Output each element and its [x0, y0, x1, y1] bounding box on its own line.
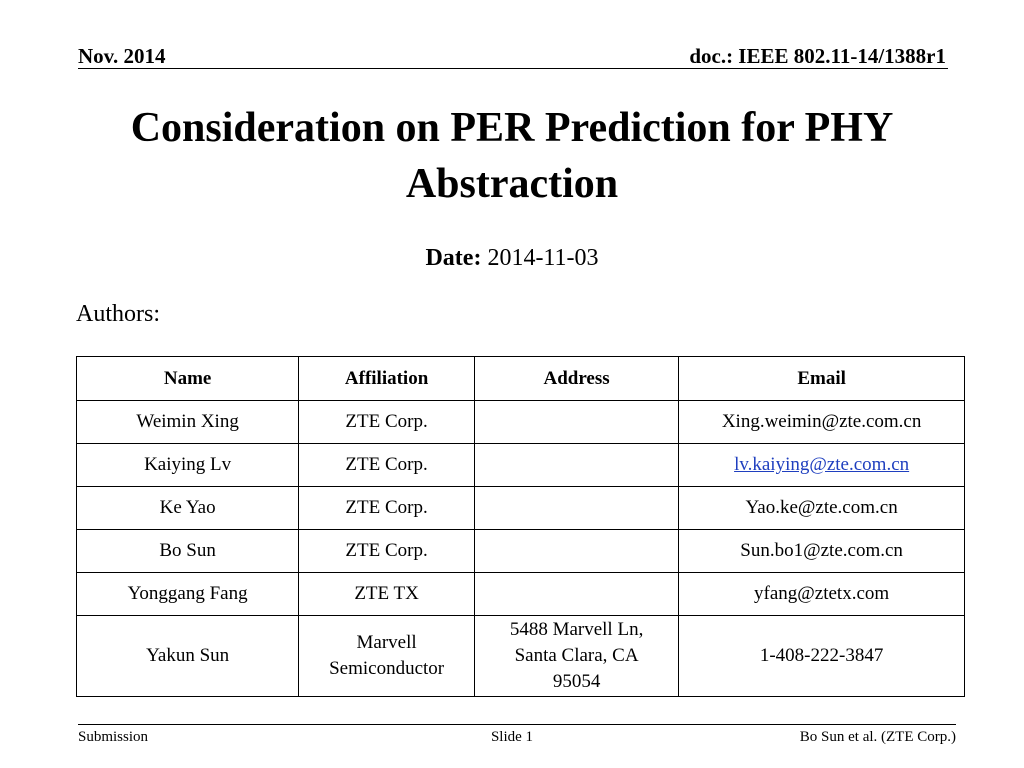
date-value: 2014-11-03 [487, 245, 599, 271]
author-email: Yao.ke@zte.com.cn [679, 487, 965, 530]
author-affiliation: ZTE Corp. [299, 444, 475, 487]
footer-author-credit: Bo Sun et al. (ZTE Corp.) [799, 729, 956, 745]
author-name: Kaiying Lv [77, 444, 299, 487]
address-line-2: Santa Clara, CA [514, 645, 639, 666]
table-row [77, 573, 965, 616]
author-email: Xing.weimin@zte.com.cn [679, 401, 965, 444]
header-divider [78, 68, 948, 69]
footer-slide-number: Slide 1 [490, 729, 534, 745]
author-affiliation: ZTE TX [299, 573, 475, 616]
author-email-cell [679, 444, 965, 487]
author-address [474, 487, 678, 530]
address-line-3: 95054 [552, 671, 601, 692]
affiliation-line-1: Marvell [356, 632, 417, 653]
table-row [77, 616, 965, 697]
date-line [0, 245, 1024, 272]
author-affiliation [299, 616, 475, 697]
affiliation-line-2: Semiconductor [329, 658, 445, 679]
author-email-link[interactable]: lv.kaiying@zte.com.cn [734, 454, 910, 475]
table-row [77, 487, 965, 530]
table-row [77, 530, 965, 573]
author-address [474, 444, 678, 487]
slide-title [40, 100, 984, 212]
author-address [474, 530, 678, 573]
header-date: Nov. 2014 [78, 44, 166, 68]
header-email: Email [679, 357, 965, 401]
table-row [77, 401, 965, 444]
slide-title-line-1: Consideration on PER Prediction for PHY [130, 105, 894, 151]
header-name: Name [77, 357, 299, 401]
footer-submission: Submission [78, 729, 149, 745]
author-affiliation: ZTE Corp. [299, 530, 475, 573]
author-name: Weimin Xing [77, 401, 299, 444]
authors-table [76, 356, 965, 697]
footer-divider [78, 724, 956, 725]
author-email: yfang@ztetx.com [679, 573, 965, 616]
author-name: Ke Yao [77, 487, 299, 530]
author-address [474, 616, 678, 697]
author-email: Sun.bo1@zte.com.cn [679, 530, 965, 573]
author-affiliation: ZTE Corp. [299, 401, 475, 444]
address-line-1: 5488 Marvell Ln, [509, 619, 644, 640]
slide-title-line-2: Abstraction [405, 161, 619, 207]
authors-label: Authors: [76, 301, 160, 327]
date-label: Date: [425, 245, 482, 271]
author-affiliation: ZTE Corp. [299, 487, 475, 530]
author-address [474, 573, 678, 616]
author-phone: 1-408-222-3847 [679, 616, 965, 697]
author-name: Yonggang Fang [77, 573, 299, 616]
table-header-row [77, 357, 965, 401]
author-address [474, 401, 678, 444]
header-doc-id: doc.: IEEE 802.11-14/1388r1 [689, 44, 946, 68]
header-affiliation: Affiliation [299, 357, 475, 401]
author-name: Bo Sun [77, 530, 299, 573]
author-name: Yakun Sun [77, 616, 299, 697]
header-address: Address [474, 357, 678, 401]
table-row [77, 444, 965, 487]
